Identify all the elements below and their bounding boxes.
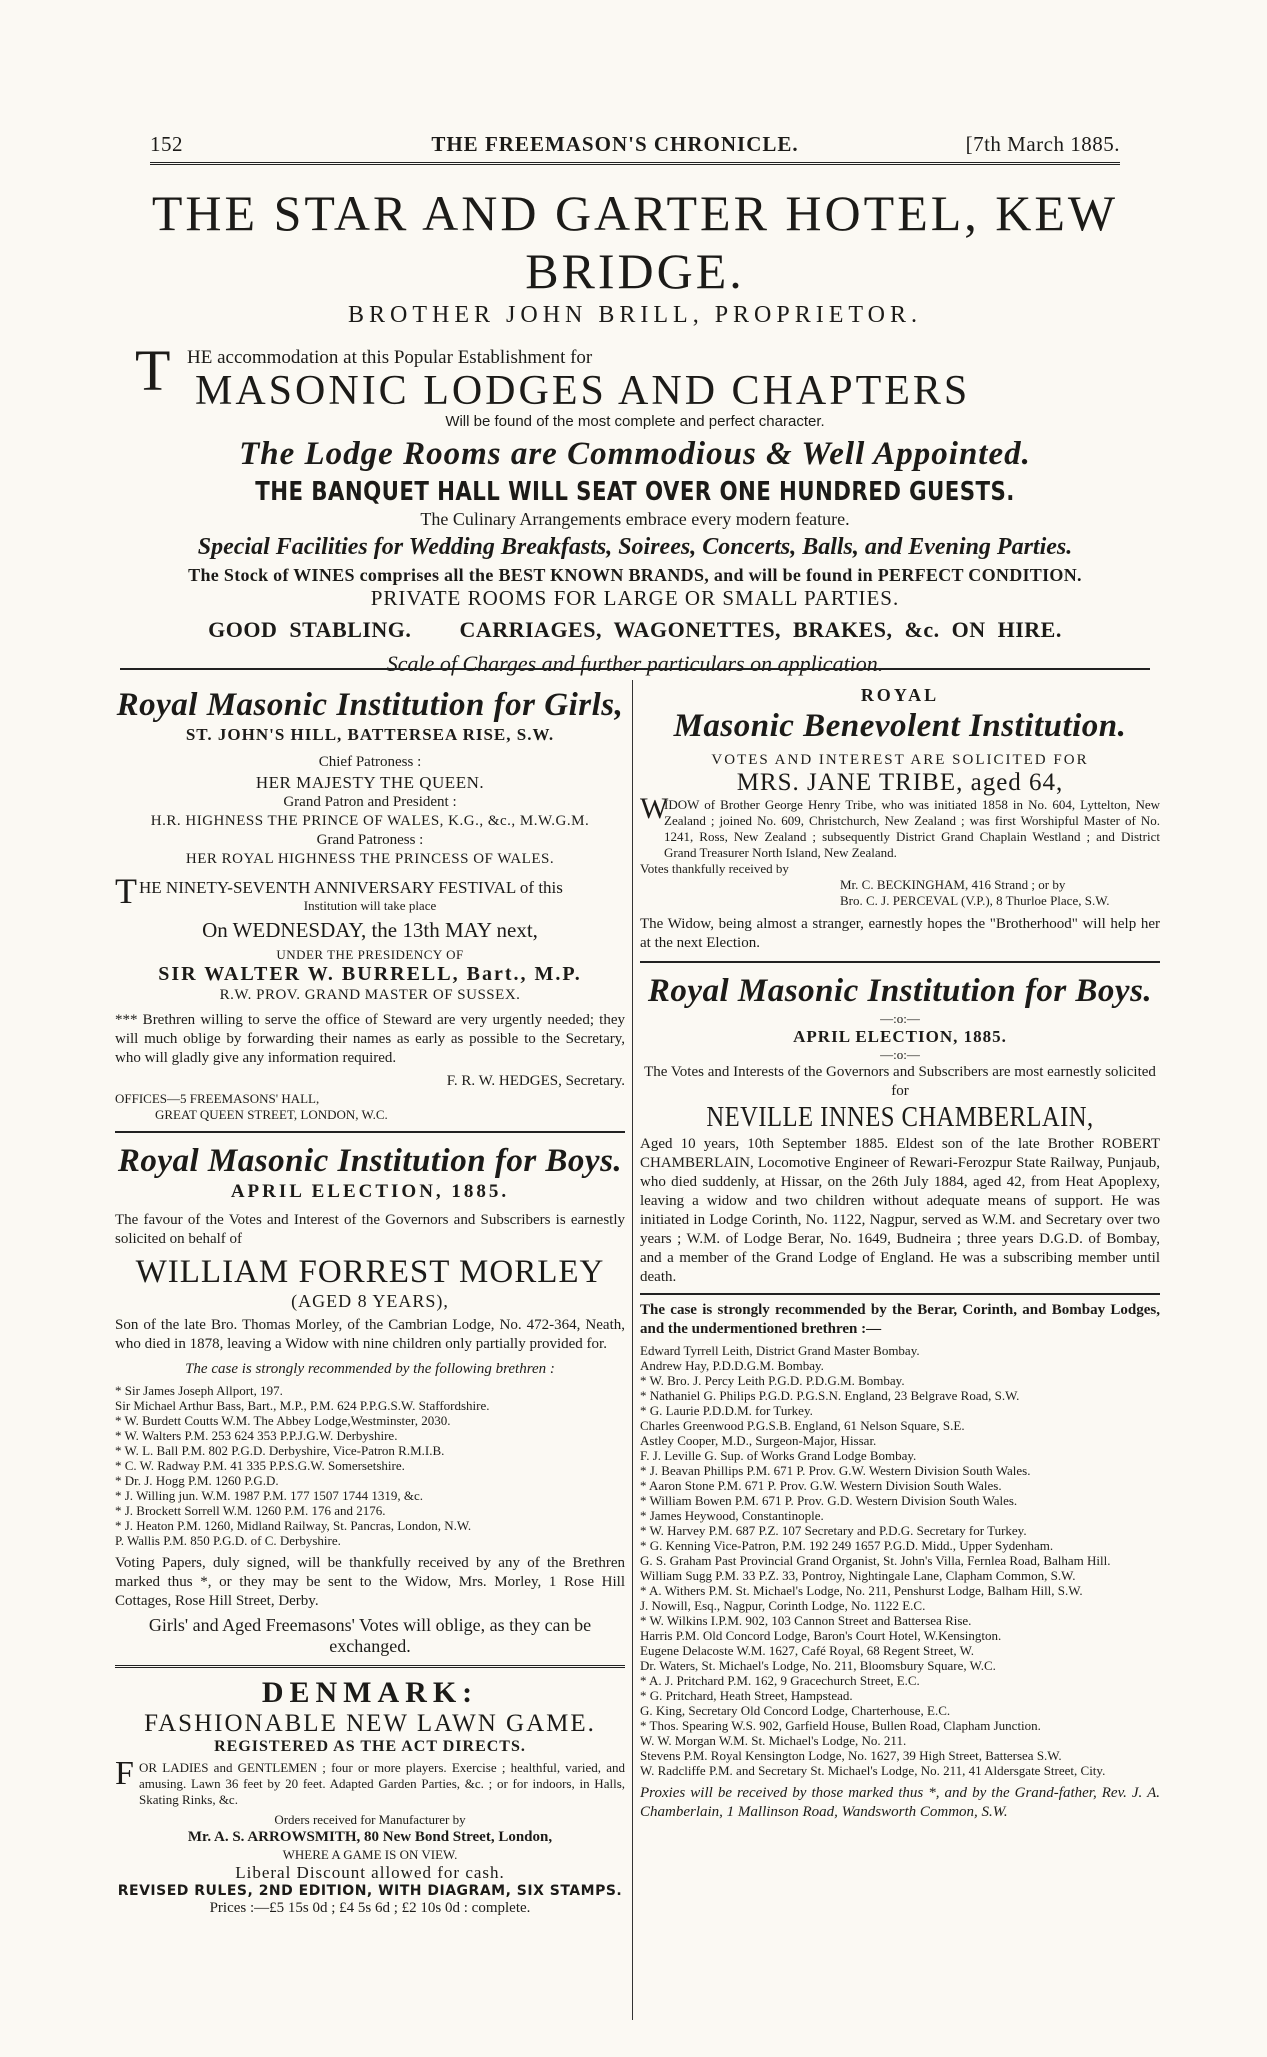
candidate-bio: Son of the late Bro. Thomas Morley, of the Cambrian Lodge, No. 472-364, Neath, who died in 1878, leaving a Widow with nine children only partially provided for. bbox=[115, 1317, 625, 1352]
list-item: Charles Greenwood P.G.S.B. England, 61 Nelson Square, S.E. bbox=[640, 1418, 965, 1433]
girls-votes-line: Girls' and Aged Freemasons' Votes will oblige, as they can be exchanged. bbox=[148, 1615, 592, 1656]
benevolent-title: Masonic Benevolent Institution. bbox=[673, 708, 1127, 744]
list-item: * J. Heaton P.M. 1260, Midland Railway, St. Pancras, London, N.W. bbox=[115, 1518, 472, 1533]
list-item: * J. Willing jun. W.M. 1987 P.M. 177 1507 1744 1319, &c. bbox=[115, 1488, 424, 1503]
widow-line: The Widow, being almost a stranger, earnestly hopes the "Brotherhood" will help her at the next Election. bbox=[640, 916, 1160, 951]
private-rooms-line: PRIVATE ROOMS FOR LARGE OR SMALL PARTIES. bbox=[370, 586, 900, 610]
brethren-list bbox=[115, 1383, 625, 1548]
list-item: G. S. Graham Past Provincial Grand Organist, St. John's Villa, Fernlea Road, Balham Hill. bbox=[640, 1553, 1111, 1568]
list-item: Eugene Delacoste W.M. 1627, Café Royal, 68 Regent Street, W. bbox=[640, 1643, 974, 1658]
list-item: Harris P.M. Old Concord Lodge, Baron's Court Hotel, W.Kensington. bbox=[640, 1628, 1002, 1643]
list-item: * W. Walters P.M. 253 624 353 P.P.J.G.W. Derbyshire. bbox=[115, 1428, 398, 1443]
separator: —:o:— bbox=[880, 1011, 920, 1026]
wines-line: The Stock of WINES comprises all the BEST KNOWN BRANDS, and will be found in PERFECT CONDITION. bbox=[188, 565, 1082, 585]
list-item: * J. Beavan Phillips P.M. 671 P. Prov. G.W. Western Division South Wales. bbox=[640, 1463, 1031, 1478]
stabling-line bbox=[135, 617, 1135, 643]
royal-label: ROYAL bbox=[860, 685, 940, 705]
header-rule bbox=[150, 162, 1120, 165]
candidate-bio: Aged 10 years, 10th September 1885. Eldest son of the late Brother ROBERT CHAMBERLAIN, Locomotive Engineer of Rewari-Ferozpur State Railway, Punjaub, who died suddenly, at Hissar, on the 26th July 1884, aged 42, from Heat Apoplexy, leaving a widow and two children without adequate means of support. He was initiated in Lodge Corinth, No. 1122, Nagpur, served as W.M. and Secretary over two years ; W.M. of Lodge Berar, No. 1649, Budneira ; three years D.G.D. of Bombay, and a member of the Grand Lodge of England. He was a subscribing member until death. bbox=[640, 1136, 1160, 1285]
chief-patroness-label: Chief Patroness : bbox=[318, 754, 422, 770]
received-line: Votes thankfully received by bbox=[640, 861, 789, 876]
boys-title: Royal Masonic Institution for Boys. bbox=[647, 973, 1153, 1009]
accommodation-text: HE accommodation at this Popular Establishment for bbox=[187, 347, 593, 368]
column-divider bbox=[632, 680, 633, 2020]
list-item: * Thos. Spearing W.S. 902, Garfield House, Bullen Road, Clapham Junction. bbox=[640, 1718, 1041, 1733]
intro-line: The Votes and Interests of the Governors and Subscribers are most earnestly solicited for bbox=[644, 1064, 1156, 1099]
steward-appeal: *** Brethren willing to serve the office of Steward are very urgently needed; they will much oblige by forwarding their names as early as possible to the Secretary, who will gladly give any information required. bbox=[115, 1012, 625, 1066]
stabling-text: GOOD STABLING. bbox=[208, 617, 412, 642]
list-item: * A. J. Pritchard P.M. 162, 9 Gracechurch Street, E.C. bbox=[640, 1673, 920, 1688]
section-rule bbox=[640, 1293, 1160, 1295]
maker-line: Mr. A. S. ARROWSMITH, 80 New Bond Street, London, bbox=[187, 1829, 553, 1845]
discount-line: Liberal Discount allowed for cash. bbox=[235, 1863, 505, 1882]
list-item: * G. Kenning Vice-Patron, P.M. 192 249 1657 P.G.D. Midd., Upper Sydenham. bbox=[640, 1538, 1054, 1553]
list-item: Stevens P.M. Royal Kensington Lodge, No. 1627, 39 High Street, Battersea S.W. bbox=[640, 1748, 1062, 1763]
drop-cap: T bbox=[115, 871, 137, 911]
section-rule bbox=[115, 1665, 625, 1668]
drop-cap: F bbox=[115, 1755, 134, 1792]
list-item: * James Heywood, Constantinople. bbox=[640, 1508, 824, 1523]
election-line: APRIL ELECTION, 1885. bbox=[230, 1181, 510, 1202]
found-line: Will be found of the most complete and perfect character. bbox=[445, 413, 825, 430]
list-item: W. Radcliffe P.M. and Secretary St. Michael's Lodge, No. 211, 41 Aldersgate Street, City. bbox=[640, 1763, 1106, 1778]
list-item: * A. Withers P.M. St. Michael's Lodge, No. 211, Penshurst Lodge, Balham Hill, S.W. bbox=[640, 1583, 1083, 1598]
list-item: * W. Burdett Coutts W.M. The Abbey Lodge,Westminster, 2030. bbox=[115, 1413, 451, 1428]
offices-line: OFFICES—5 FREEMASONS' HALL, bbox=[115, 1091, 320, 1106]
list-item: * J. Brockett Sorrell W.M. 1260 P.M. 176 and 2176. bbox=[115, 1503, 386, 1518]
grand-patroness-label: Grand Patroness : bbox=[316, 832, 424, 848]
candidate-name: NEVILLE INNES CHAMBERLAIN, bbox=[706, 1102, 1094, 1133]
rules-line: REVISED RULES, 2ND EDITION, WITH DIAGRAM, SIX STAMPS. bbox=[117, 1883, 623, 1899]
grand-patroness: HER ROYAL HIGHNESS THE PRINCESS OF WALES. bbox=[185, 851, 555, 867]
running-header bbox=[150, 132, 1120, 166]
star-garter-advert bbox=[135, 180, 1135, 677]
list-item: * G. Laurie P.D.D.M. for Turkey. bbox=[640, 1403, 813, 1418]
recommend-line: The case is strongly recommended by the following brethren : bbox=[185, 1361, 555, 1377]
list-item: F. J. Leville G. Sup. of Works Grand Lodge Bombay. bbox=[640, 1448, 917, 1463]
right-column bbox=[640, 685, 1160, 1822]
receiver-1: Mr. C. BECKINGHAM, 416 Strand ; or by bbox=[840, 877, 1066, 892]
candidate-name: WILLIAM FORREST MORLEY bbox=[135, 1254, 605, 1290]
proxies-line: Proxies will be received by those marked thus *, and by the Grand-father, Rev. J. A. Chamberlain, 1 Mallinson Road, Wandsworth Common, S.W. bbox=[640, 1785, 1160, 1820]
section-rule bbox=[115, 1131, 625, 1133]
list-item: * Dr. J. Hogg P.M. 1260 P.G.D. bbox=[115, 1473, 279, 1488]
take-place-line: Institution will take place bbox=[303, 898, 437, 913]
advert-rule bbox=[120, 668, 1150, 670]
list-item: G. King, Secretary Old Concord Lodge, Charterhouse, E.C. bbox=[640, 1703, 951, 1718]
list-item: * W. L. Ball P.M. 802 P.G.D. Derbyshire, Vice-Patron R.M.I.B. bbox=[115, 1443, 445, 1458]
list-item: * Nathaniel G. Philips P.G.D. P.G.S.N. England, 23 Belgrave Road, S.W. bbox=[640, 1388, 1020, 1403]
list-item: * William Bowen P.M. 671 P. Prov. G.D. Western Division South Wales. bbox=[640, 1493, 1018, 1508]
votes-line: VOTES AND INTEREST ARE SOLICITED FOR bbox=[711, 752, 1089, 768]
denmark-title: DENMARK: bbox=[261, 1676, 479, 1709]
lodges-heading: MASONIC LODGES AND CHAPTERS bbox=[195, 368, 971, 414]
festival-date: On WEDNESDAY, the 13th MAY next, bbox=[202, 918, 538, 942]
culinary-line: The Culinary Arrangements embrace every modern feature. bbox=[420, 509, 850, 529]
president-name: SIR WALTER W. BURRELL, Bart., M.P. bbox=[158, 963, 582, 985]
candidate-age: (AGED 8 YEARS), bbox=[291, 1291, 449, 1311]
list-item: * G. Pritchard, Heath Street, Hampstead. bbox=[640, 1688, 853, 1703]
denmark-body-text: OR LADIES and GENTLEMEN ; four or more players. Exercise ; healthful, varied, and amusing. Lawn 36 feet by 20 feet. Adapted Garden Parties, &c. ; or for indoors, in Halls, Skating Rinks, &c. bbox=[139, 1760, 625, 1807]
list-item: William Sugg P.M. 33 P.Z. 33, Pontroy, Nightingale Lane, Clapham Common, S.W. bbox=[640, 1568, 1076, 1583]
election-line: APRIL ELECTION, 1885. bbox=[793, 1027, 1007, 1046]
denmark-advert bbox=[115, 1676, 625, 1918]
list-item: W. W. Morgan W.M. St. Michael's Lodge, No. 211. bbox=[640, 1733, 907, 1748]
lodge-rooms-line: The Lodge Rooms are Commodious & Well Appointed. bbox=[239, 436, 1031, 472]
receiver-2: Bro. C. J. PERCEVAL (V.P.), 8 Thurloe Place, S.W. bbox=[840, 893, 1110, 908]
list-item: Astley Cooper, M.D., Surgeon-Major, Hissar. bbox=[640, 1433, 877, 1448]
carriages-text: CARRIAGES, WAGONETTES, BRAKES, &c. ON HIRE. bbox=[459, 617, 1062, 642]
list-item: J. Nowill, Esq., Nagpur, Corinth Lodge, No. 1122 E.C. bbox=[640, 1598, 926, 1613]
brethren-list bbox=[640, 1343, 1160, 1778]
grand-patron: H.R. HIGHNESS THE PRINCE OF WALES, K.G., &c., M.W.G.M. bbox=[150, 813, 590, 829]
view-line: WHERE A GAME IS ON VIEW. bbox=[282, 1847, 458, 1862]
banquet-line: THE BANQUET HALL WILL SEAT OVER ONE HUNDRED GUESTS. bbox=[255, 477, 1015, 507]
boys-institution-advert-left bbox=[115, 1141, 625, 1657]
section-rule bbox=[640, 961, 1160, 963]
facilities-line: Special Facilities for Wedding Breakfasts, Soirees, Concerts, Balls, and Evening Parties. bbox=[197, 534, 1073, 560]
page-number: 152 bbox=[150, 132, 183, 156]
list-item: * Sir James Joseph Allport, 197. bbox=[115, 1383, 283, 1398]
list-item: * C. W. Radway P.M. 41 335 P.P.S.G.W. Somersetshire. bbox=[115, 1458, 405, 1473]
grand-patron-label: Grand Patron and President : bbox=[283, 794, 457, 810]
festival-text: HE NINETY-SEVENTH ANNIVERSARY FESTIVAL of this bbox=[139, 878, 563, 897]
voting-papers: Voting Papers, duly signed, will be thankfully received by any of the Brethren marked thus *, or they may be sent to the Widow, Mrs. Morley, 1 Rose Hill Cottages, Rose Hill Street, Derby. bbox=[115, 1555, 625, 1609]
orders-line: Orders received for Manufacturer by bbox=[274, 1812, 466, 1827]
denmark-body bbox=[115, 1755, 625, 1808]
favour-line: The favour of the Votes and Interest of the Governors and Subscribers is earnestly solicited on behalf of bbox=[115, 1212, 625, 1247]
denmark-subtitle: FASHIONABLE NEW LAWN GAME. bbox=[144, 1710, 596, 1737]
registered-line: REGISTERED AS THE ACT DIRECTS. bbox=[214, 1738, 526, 1755]
issue-date: [7th March 1885. bbox=[965, 132, 1120, 156]
chief-patroness: HER MAJESTY THE QUEEN. bbox=[255, 773, 485, 792]
list-item: * W. Bro. J. Percy Leith P.G.D. P.D.G.M. Bombay. bbox=[640, 1373, 905, 1388]
girls-title: Royal Masonic Institution for Girls, bbox=[116, 687, 624, 723]
list-item: * W. Wilkins I.P.M. 902, 103 Cannon Street and Battersea Rise. bbox=[640, 1613, 972, 1628]
list-item: Edward Tyrrell Leith, District Grand Master Bombay. bbox=[640, 1343, 920, 1358]
offices-line-2: GREAT QUEEN STREET, LONDON, W.C. bbox=[155, 1107, 388, 1122]
list-item: * W. Harvey P.M. 687 P.Z. 107 Secretary and P.D.G. Secretary for Turkey. bbox=[640, 1523, 1027, 1538]
president-role: R.W. PROV. GRAND MASTER OF SUSSEX. bbox=[219, 987, 521, 1003]
girls-address: ST. JOHN'S HILL, BATTERSEA RISE, S.W. bbox=[185, 725, 555, 744]
proprietor: BROTHER JOHN BRILL, PROPRIETOR. bbox=[348, 302, 922, 328]
list-item: Andrew Hay, P.D.D.G.M. Bombay. bbox=[640, 1358, 824, 1373]
boys-institution-advert-right bbox=[640, 971, 1160, 1822]
scale-line: Scale of Charges and further particulars on application. bbox=[386, 651, 884, 676]
girls-institution-advert bbox=[115, 685, 625, 1123]
list-item: P. Wallis P.M. 850 P.G.D. of C. Derbyshire. bbox=[115, 1533, 341, 1548]
secretary-signature: F. R. W. HEDGES, Secretary. bbox=[446, 1073, 625, 1089]
list-item: Dr. Waters, St. Michael's Lodge, No. 211, Bloomsbury Square, W.C. bbox=[640, 1658, 996, 1673]
left-column bbox=[115, 685, 625, 1918]
hotel-name: THE STAR AND GARTER HOTEL, KEW BRIDGE. bbox=[151, 185, 1119, 299]
recommend-line: The case is strongly recommended by the Berar, Corinth, and Bombay Lodges, and the undermentioned brethren :— bbox=[640, 1302, 1160, 1337]
benevolent-candidate: MRS. JANE TRIBE, aged 64, bbox=[736, 769, 1064, 796]
boys-title: Royal Masonic Institution for Boys. bbox=[117, 1143, 623, 1179]
prices-line: Prices :—£5 15s 0d ; £4 5s 6d ; £2 10s 0d : complete. bbox=[209, 1900, 531, 1916]
under-presidency: UNDER THE PRESIDENCY OF bbox=[276, 947, 464, 962]
drop-cap: T bbox=[135, 338, 171, 403]
benevolent-body-text: IDOW of Brother George Henry Tribe, who was initiated 1858 in No. 604, Lyttelton, New Zealand ; joined No. 609, Christchurch, New Zealand ; was first Worshipful Master of No. 1241, Ross, New Zealand ; subsequently District Grand Chaplain Westland ; and District Grand Treasurer North Island, New Zealand. bbox=[664, 797, 1160, 860]
list-item: Sir Michael Arthur Bass, Bart., M.P., P.M. 624 P.P.G.S.W. Staffordshire. bbox=[115, 1398, 490, 1413]
separator: —:o:— bbox=[880, 1047, 920, 1062]
list-item: * Aaron Stone P.M. 671 P. Prov. G.W. Western Division South Wales. bbox=[640, 1478, 1002, 1493]
drop-cap: W bbox=[640, 792, 669, 825]
benevolent-advert bbox=[640, 685, 1160, 953]
benevolent-body bbox=[640, 792, 1160, 861]
publication-title: THE FREEMASON'S CHRONICLE. bbox=[431, 132, 799, 156]
